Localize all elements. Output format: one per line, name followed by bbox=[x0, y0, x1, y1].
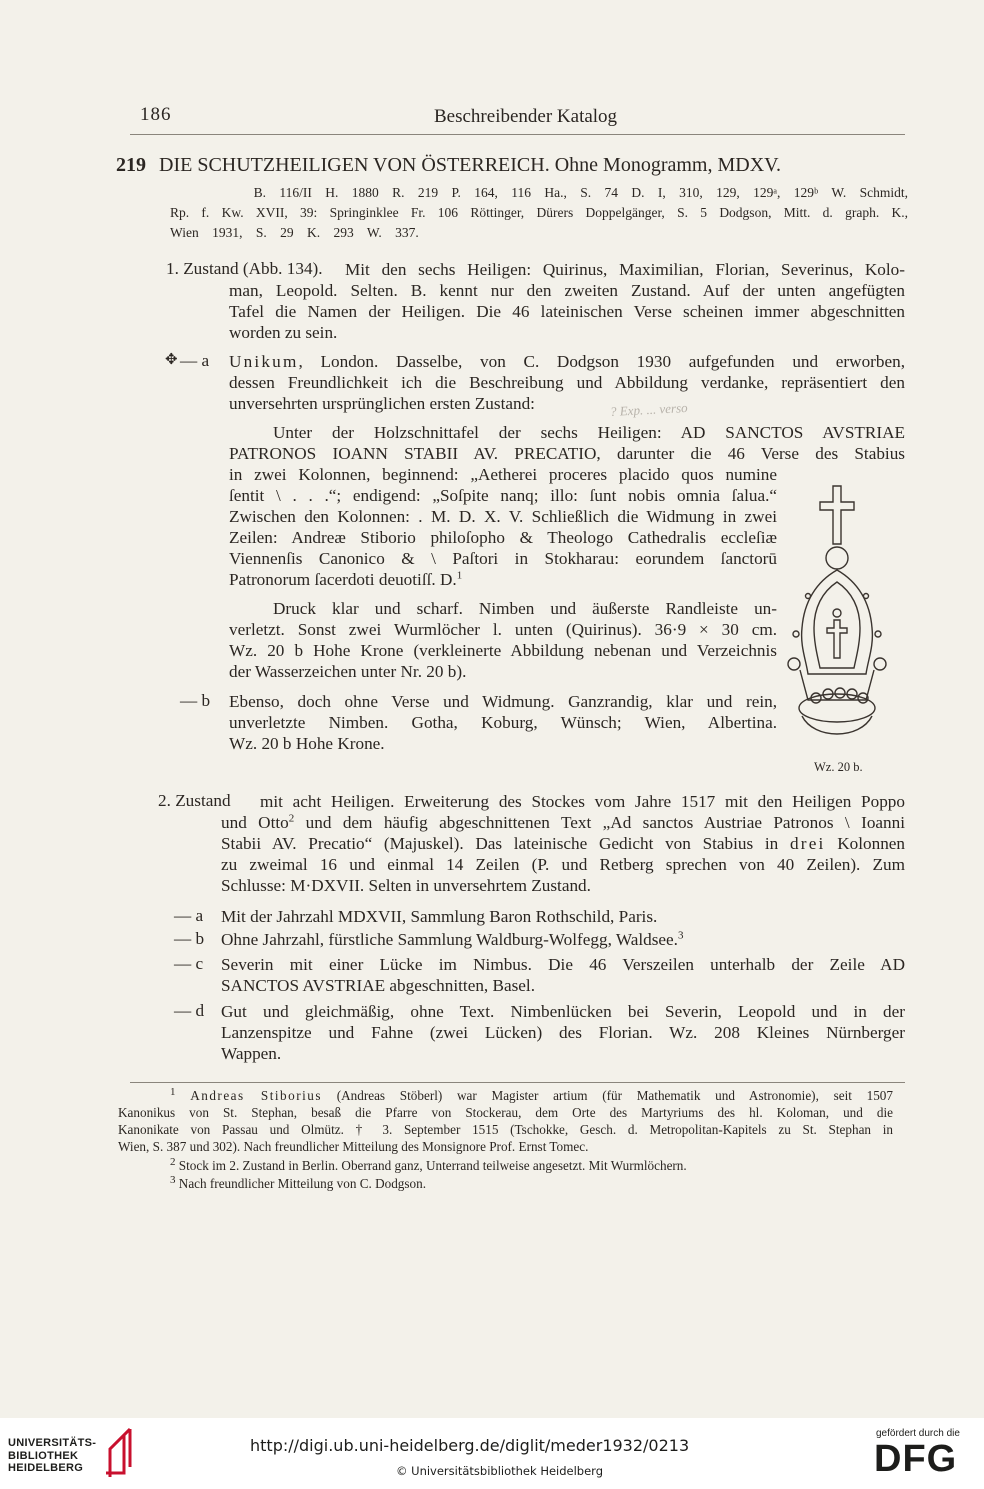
state1a-para3-line: verletzt. Sonst zwei Wurmlöcher l. unten (Quirinus). 36·9 × 30 cm. bbox=[229, 620, 777, 639]
state2d-line: Wappen. bbox=[221, 1044, 282, 1063]
state2-line: Schlusse: M·DXVII. Selten in unversehrtem Zustand. bbox=[221, 876, 591, 895]
copyright-notice: © Universitätsbibliothek Heidelberg bbox=[396, 1464, 604, 1478]
state2d-line: Gut und gleichmäßig, ohne Text. Nimbenlücken bei Severin, Leopold und in der bbox=[221, 1002, 905, 1021]
state2c-marker: — c bbox=[174, 954, 204, 973]
state2-line: Stabii AV. Precatio“ (Majuskel). Das lateinische Gedicht von Stabius in drei Kolonnen bbox=[221, 834, 906, 853]
watermark-label: Wz. 20 b. bbox=[814, 760, 863, 774]
footnote-1-line: Wien, S. 387 und 302). Nach freundlicher Mitteilung des Monsignore Prof. Ernst Tomec. bbox=[118, 1139, 589, 1154]
state1b-line: Ebenso, doch ohne Verse und Widmung. Ganzrandig, klar und rein, bbox=[229, 692, 777, 711]
refs-line: B. 116/II H. 1880 R. 219 P. 164, 116 Ha., S. 74 D. I, 310, 129, 129ᵃ, 129ᵇ W. Schmidt, bbox=[253, 185, 908, 200]
library-logo-icon bbox=[100, 1427, 134, 1479]
state2a-marker: — a bbox=[174, 906, 204, 925]
state1a-para2-line: in zwei Kolonnen, beginnend: „Aetherei proceres placido quos numine bbox=[229, 465, 777, 484]
state2d-line: Lanzenspitze und Fahne (zwei Lücken) des Florian. Wz. 208 Kleines Nürnberger bbox=[221, 1023, 905, 1042]
page-number: 186 bbox=[140, 104, 172, 125]
state2-line: zu zweimal 16 und einmal 14 Zeilen (P. und Retberg sprechen von 40 Zeilen). Zum bbox=[221, 855, 905, 874]
entry-number: 219 bbox=[116, 154, 146, 176]
state1b-line: Wz. 20 b Hohe Krone. bbox=[229, 734, 385, 753]
crown-watermark-icon bbox=[786, 478, 888, 762]
state2c-line: SANCTOS AVSTRIAE abgeschnitten, Basel. bbox=[221, 976, 535, 995]
refs-line: Wien 1931, S. 29 K. 293 W. 337. bbox=[170, 225, 419, 240]
footnote-3: $^3$ Nach freundlicher Mitteilung von C. Dodgson. bbox=[170, 1173, 427, 1191]
footnote-1-line: Kanonikus von St. Stephan, besaß die Pfarre von Stockerau, dem Orte des Martyriums des hl. Koloman, und die bbox=[118, 1105, 893, 1120]
state1a-para3-line: Wz. 20 b Hohe Krone (verkleinerte Abbildung nebenan und Verzeichnis bbox=[229, 641, 777, 660]
state1a-para2-line: Zeilen: Andreæ Stiborio philoſopho & Theologo Cathedralis eccleſiæ bbox=[229, 528, 777, 547]
entry-heading bbox=[116, 154, 781, 177]
footnote-ref: 3 bbox=[677, 929, 684, 942]
state2c-line: Severin mit einer Lücke im Nimbus. Die 46 Verszeilen unterhalb der Zeile AD bbox=[221, 955, 905, 974]
bibliographic-references bbox=[170, 183, 908, 243]
entry-subtitle: Ohne Monogramm, MDXV. bbox=[554, 154, 782, 176]
running-title: Beschreibender Katalog bbox=[434, 106, 618, 127]
state1-line: Mit den sechs Heiligen: Quirinus, Maximilian, Florian, Severinus, Kolo- bbox=[345, 260, 905, 279]
header-rule bbox=[130, 134, 905, 135]
state1a-para2-line: Patronorum ſacerdoti deuotiſſ. D.$^1$ bbox=[229, 569, 463, 589]
state2-line: mit acht Heiligen. Erweiterung des Stockes vom Jahre 1517 mit den Heiligen Poppo bbox=[260, 792, 905, 811]
state2-label: 2. Zustand bbox=[158, 791, 231, 810]
state2-line: und Otto$^2$ und dem häufig abgeschnittenen Text „Ad sanctos Austriae Patronos \ Ioanni bbox=[221, 812, 906, 832]
state2b-line: Ohne Jahrzahl, fürstliche Sammlung Waldburg-Wolfegg, Waldsee.$^3$ bbox=[221, 929, 684, 949]
decorative-asterisk-icon: ✥ bbox=[165, 352, 178, 368]
state1a-line: Unikum, London. Dasselbe, von C. Dodgson 1930 aufgefunden und erworben, bbox=[229, 352, 905, 371]
footnote-ref: 2 bbox=[288, 812, 295, 825]
state1a-line: unversehrten ursprünglichen ersten Zustand: bbox=[229, 394, 535, 413]
state1a-line: dessen Freundlichkeit ich die Beschreibung und Abbildung verdanke, repräsentiert den bbox=[229, 373, 905, 392]
state1a-para2-line: Zwischen den Kolonnen: . M. D. X. V. Schließlich die Widmung in zwei bbox=[229, 507, 777, 526]
footnote-rule bbox=[130, 1082, 905, 1083]
entry-title: DIE SCHUTZHEILIGEN VON ÖSTERREICH. bbox=[159, 154, 550, 176]
refs-line: Rp. f. Kw. XVII, 39: Springinklee Fr. 106 Röttinger, Dürers Doppelgänger, S. 5 Dodgson, Mitt. d. graph. K., bbox=[170, 205, 908, 220]
state1-line: man, Leopold. Selten. B. kennt nur den zweiten Zustand. Auf der unten angefügten bbox=[229, 281, 905, 300]
state1a-marker: — a bbox=[180, 351, 210, 370]
library-name: UNIVERSITÄTS- BIBLIOTHEK HEIDELBERG bbox=[8, 1437, 97, 1474]
state1a-para2-line: PATRONOS IOANN STABII AV. PRECATIO, darunter die 46 Verse des Stabius bbox=[229, 444, 905, 463]
dfg-logo: DFG bbox=[874, 1438, 958, 1480]
state1b-line: unverletzte Nimben. Gotha, Koburg, Wünsch; Wien, Albertina. bbox=[229, 713, 777, 732]
footnote-1-line: Kanonikate von Passau und Olmütz. † 3. September 1515 (Tschokke, Gesch. d. Metropolitan-Kapitels zu St. Stephan in bbox=[118, 1122, 893, 1137]
state2d-marker: — d bbox=[174, 1001, 205, 1020]
state1a-para3-line: der Wasserzeichen unter Nr. 20 b). bbox=[229, 662, 467, 681]
state1b-marker: — b bbox=[180, 691, 211, 710]
dfg-caption: gefördert durch die bbox=[876, 1428, 960, 1439]
state1a-para2-line: ſentit \ . . .“; endigend: „Soſpite nanq; illo: ſunt nobis omnia ſalua.“ bbox=[229, 486, 777, 505]
state2b-marker: — b bbox=[174, 929, 205, 948]
footnote-ref: 1 bbox=[456, 569, 463, 582]
permalink-url[interactable]: http://digi.ub.uni-heidelberg.de/diglit/meder1932/0213 bbox=[250, 1436, 690, 1455]
state1-line: Tafel die Namen der Heiligen. Die 46 lateinischen Verse scheinen immer abgeschnitten bbox=[229, 302, 905, 321]
state1-label: 1. Zustand (Abb. 134). bbox=[166, 259, 323, 278]
state1a-para3-line: Druck klar und scharf. Nimben und äußerste Randleiste un- bbox=[273, 599, 777, 618]
pencil-annotation: ? Exp. ... verso bbox=[609, 399, 688, 420]
footnote-2: $^2$ Stock im 2. Zustand in Berlin. Oberrand ganz, Unterrand teilweise angesetzt. Mit Wurmlöchern. bbox=[170, 1155, 687, 1173]
state2a-line: Mit der Jahrzahl MDXVII, Sammlung Baron Rothschild, Paris. bbox=[221, 907, 658, 926]
state1a-para2-line: Unter der Holzschnittafel der sechs Heiligen: AD SANCTOS AVSTRIAE bbox=[273, 423, 905, 442]
unikum-word: Unikum bbox=[229, 352, 299, 371]
footnote-1-line: $^1$ Andreas Stiborius (Andreas Stöberl) war Magister artium (für Mathematik und Astronomie), seit 1507 bbox=[170, 1085, 893, 1103]
state1a-para2-line: Viennenſis Canonico & \ Paſtori in Stokharau: eorundem ſanctorū bbox=[229, 549, 777, 568]
state1-line: worden zu sein. bbox=[229, 323, 338, 342]
